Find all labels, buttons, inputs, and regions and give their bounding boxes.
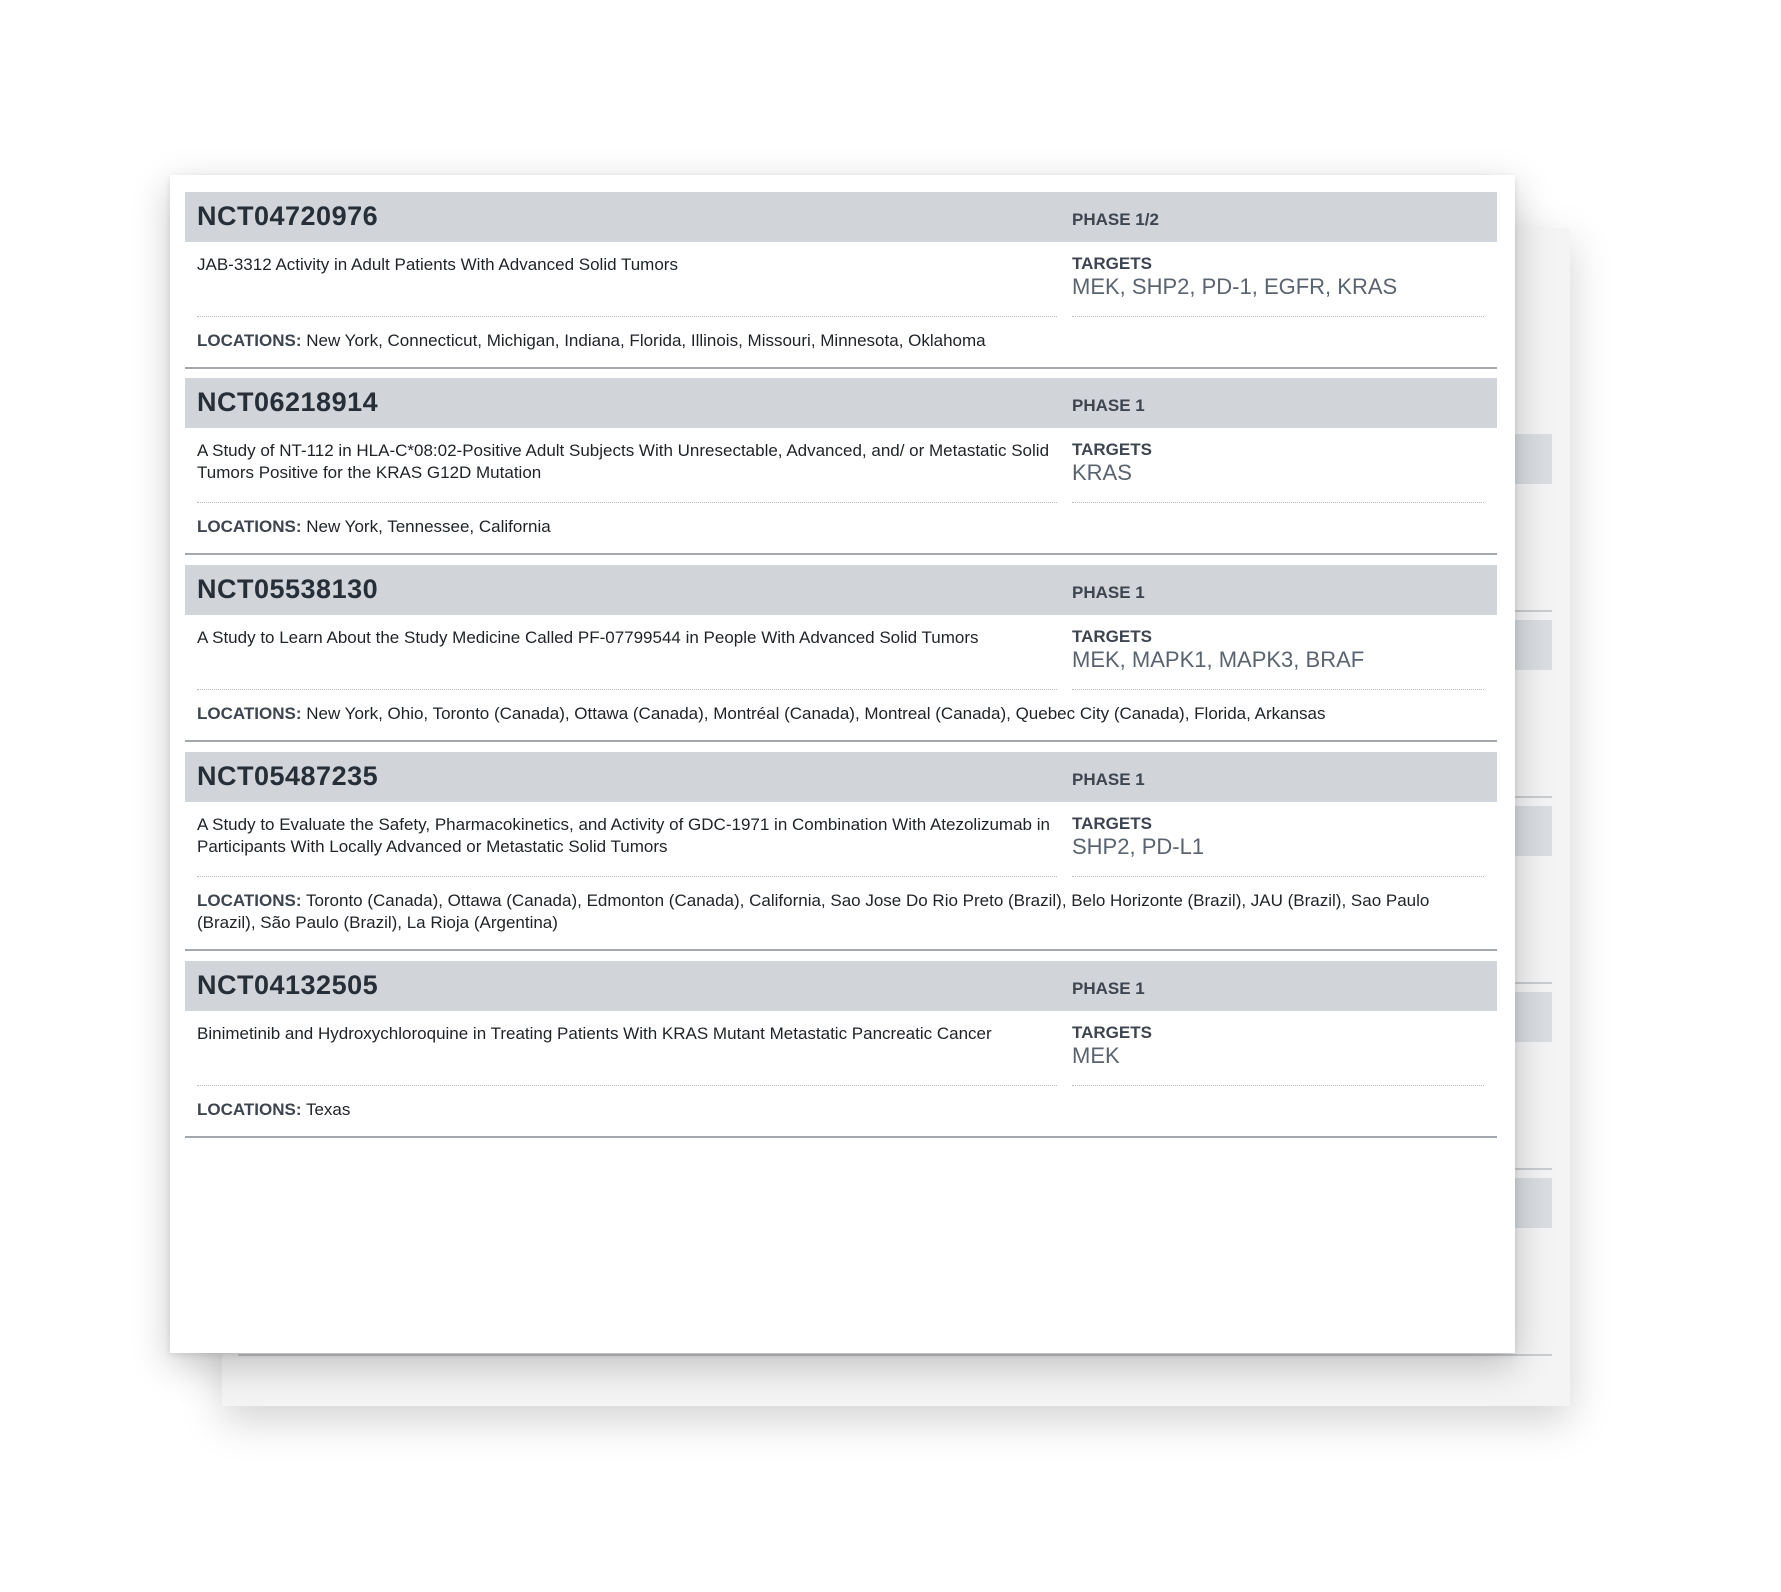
- trial-card: [185, 961, 1497, 1118]
- back-sheet-separator: [1512, 610, 1552, 612]
- dotted-divider: [197, 502, 1057, 503]
- locations-label: LOCATIONS:: [197, 517, 302, 536]
- trial-id: NCT04720976: [197, 201, 379, 231]
- targets-label: TARGETS: [1072, 254, 1152, 273]
- trial-body: [185, 1011, 1497, 1118]
- trial-separator: [185, 1136, 1497, 1138]
- locations-value: Toronto (Canada), Ottawa (Canada), Edmonton (Canada), California, Sao Jose Do Rio Preto (Brazil), Belo Horizonte (Brazil), JAU (Brazil), Sao Paulo (Brazil), São Paulo (Brazil), La Rioja (Argentina): [197, 891, 1430, 932]
- trial-locations: [197, 516, 1487, 538]
- back-sheet-header-stripe: [1512, 806, 1552, 856]
- targets-label: TARGETS: [1072, 814, 1152, 833]
- locations-label: LOCATIONS:: [197, 1100, 302, 1119]
- trial-description: A Study to Evaluate the Safety, Pharmacokinetics, and Activity of GDC-1971 in Combination With Atezolizumab in Participants With Locally Advanced or Metastatic Solid Tumors: [197, 815, 1050, 856]
- trial-phase: PHASE 1: [1072, 979, 1145, 998]
- trial-body: [185, 615, 1497, 722]
- dotted-divider: [197, 1085, 1057, 1086]
- trial-card: [185, 565, 1497, 722]
- trial-header: [185, 192, 1497, 242]
- targets-label: TARGETS: [1072, 1023, 1152, 1042]
- locations-value: New York, Tennessee, California: [306, 517, 551, 536]
- trial-body: [185, 802, 1497, 932]
- trial-header: [185, 378, 1497, 428]
- locations-label: LOCATIONS:: [197, 704, 302, 723]
- targets-value: MEK, SHP2, PD-1, EGFR, KRAS: [1072, 274, 1398, 299]
- dotted-divider: [1072, 1085, 1484, 1086]
- back-sheet-header-stripe: [1512, 992, 1552, 1042]
- locations-value: New York, Connecticut, Michigan, Indiana, Florida, Illinois, Missouri, Minnesota, Oklahoma: [306, 331, 986, 350]
- trial-description: A Study to Learn About the Study Medicine Called PF-07799544 in People With Advanced Solid Tumors: [197, 628, 979, 647]
- locations-value: Texas: [305, 1100, 351, 1119]
- trial-separator: [185, 553, 1497, 555]
- dotted-divider: [1072, 502, 1484, 503]
- trial-card: [185, 192, 1497, 349]
- trial-id: NCT05487235: [197, 761, 379, 791]
- trial-separator: [185, 949, 1497, 951]
- dotted-divider: [197, 316, 1057, 317]
- trial-description: Binimetinib and Hydroxychloroquine in Treating Patients With KRAS Mutant Metastatic Pancreatic Cancer: [197, 1024, 992, 1043]
- trial-id: NCT04132505: [197, 970, 379, 1000]
- back-sheet-separator: [1512, 796, 1552, 798]
- dotted-divider: [1072, 876, 1484, 877]
- trial-phase: PHASE 1: [1072, 770, 1145, 789]
- trial-locations: [197, 330, 1487, 352]
- locations-label: LOCATIONS:: [197, 891, 302, 910]
- trial-description: JAB-3312 Activity in Adult Patients With Advanced Solid Tumors: [197, 255, 678, 274]
- dotted-divider: [1072, 689, 1484, 690]
- trial-locations: [197, 1099, 1487, 1121]
- trial-separator: [185, 367, 1497, 369]
- trial-header: [185, 752, 1497, 802]
- targets-value: KRAS: [1072, 460, 1132, 485]
- trial-locations: [197, 703, 1487, 725]
- trial-header: [185, 961, 1497, 1011]
- targets-value: MEK: [1072, 1043, 1120, 1068]
- back-sheet-separator: [1512, 1168, 1552, 1170]
- trial-header: [185, 565, 1497, 615]
- trial-card: [185, 378, 1497, 535]
- back-sheet-separator: [1512, 982, 1552, 984]
- targets-label: TARGETS: [1072, 440, 1152, 459]
- locations-value: New York, Ohio, Toronto (Canada), Ottawa (Canada), Montréal (Canada), Montreal (Canada), Quebec City (Canada), Florida, Arkansas: [306, 704, 1326, 723]
- targets-value: SHP2, PD-L1: [1072, 834, 1205, 859]
- trial-body: [185, 242, 1497, 349]
- trial-phase: PHASE 1: [1072, 583, 1145, 602]
- targets-value: MEK, MAPK1, MAPK3, BRAF: [1072, 647, 1365, 672]
- back-sheet-bottom-line: [238, 1354, 1552, 1356]
- trial-description: A Study of NT-112 in HLA-C*08:02-Positive Adult Subjects With Unresectable, Advanced, and/ or Metastatic Solid Tumors Positive for the KRAS G12D Mutation: [197, 441, 1050, 482]
- trial-phase: PHASE 1/2: [1072, 210, 1159, 229]
- trial-locations: [197, 890, 1487, 934]
- dotted-divider: [197, 689, 1057, 690]
- trial-separator: [185, 740, 1497, 742]
- back-sheet-header-stripe: [1512, 434, 1552, 484]
- trial-card: [185, 752, 1497, 932]
- targets-label: TARGETS: [1072, 627, 1152, 646]
- back-sheet-header-stripe: [1512, 620, 1552, 670]
- trial-phase: PHASE 1: [1072, 396, 1145, 415]
- trial-list-sheet: [170, 175, 1515, 1353]
- trial-body: [185, 428, 1497, 535]
- trial-id: NCT06218914: [197, 387, 379, 417]
- dotted-divider: [1072, 316, 1484, 317]
- dotted-divider: [197, 876, 1057, 877]
- trial-id: NCT05538130: [197, 574, 379, 604]
- locations-label: LOCATIONS:: [197, 331, 302, 350]
- back-sheet-header-stripe: [1512, 1178, 1552, 1228]
